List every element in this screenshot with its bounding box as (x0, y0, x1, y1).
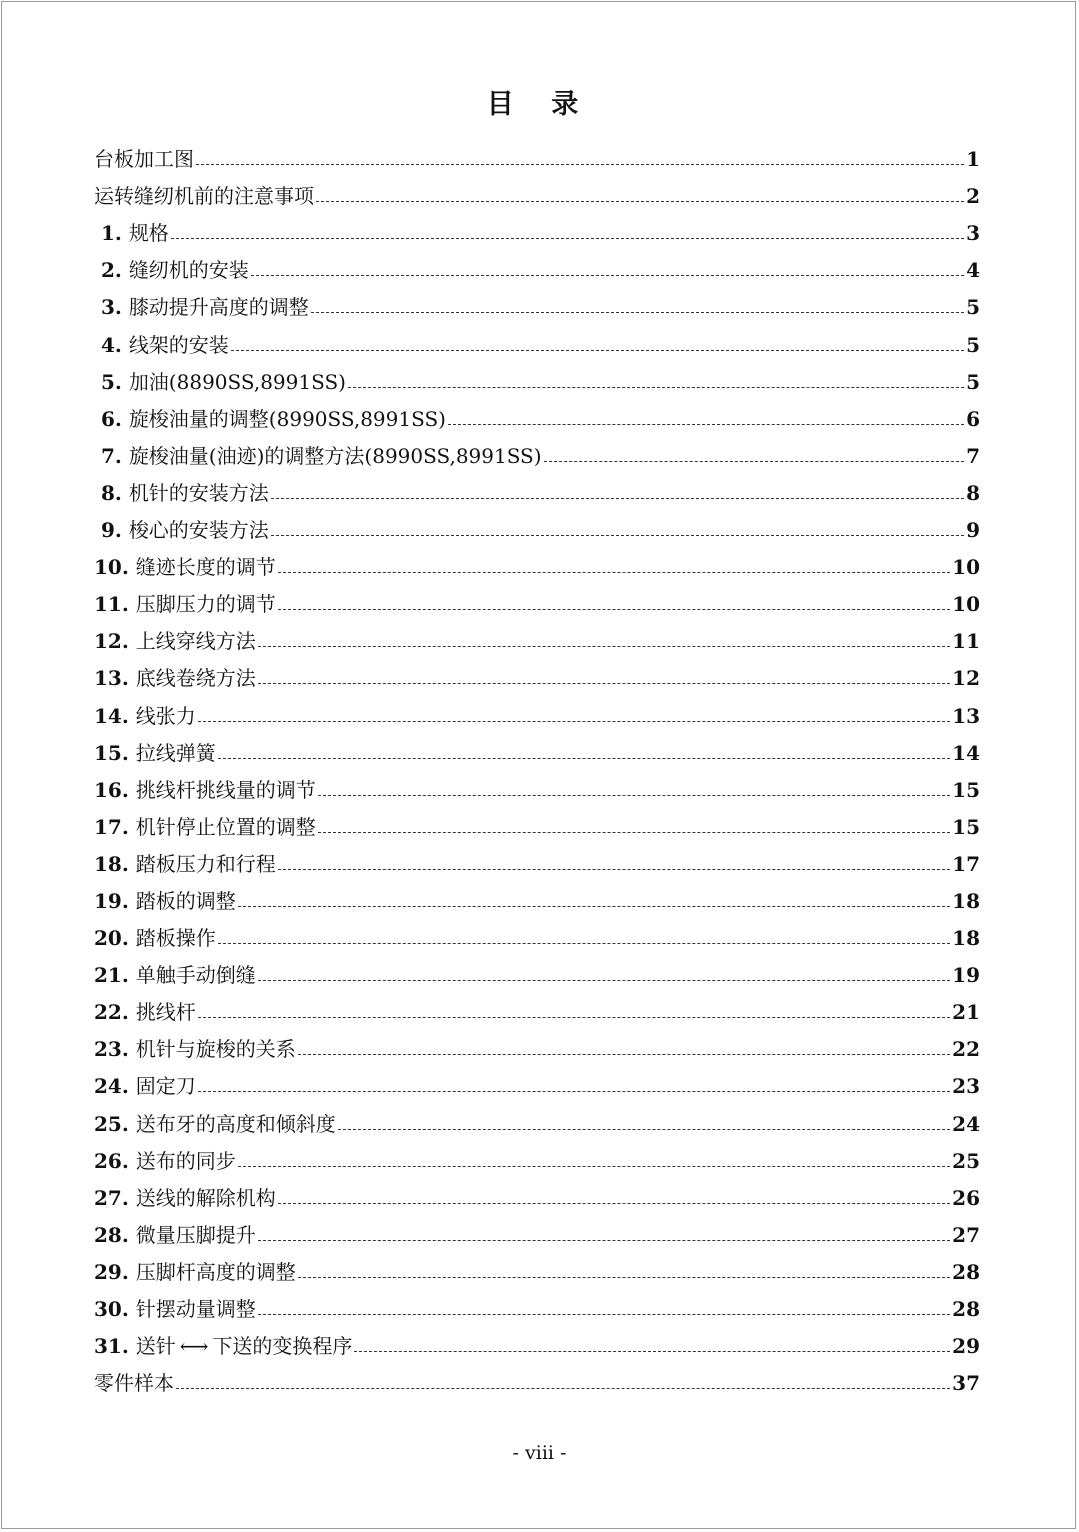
toc-entry-page-number: 27 (952, 1222, 980, 1247)
toc-entry-page-number: 21 (952, 1000, 980, 1025)
toc-entry-label (136, 1261, 296, 1283)
dotted-leader (311, 312, 964, 313)
toc-entry (94, 912, 980, 949)
toc-entry-page-number: 18 (952, 888, 980, 913)
toc-entry-label (136, 890, 236, 912)
toc-entry-label (129, 371, 346, 393)
toc-entry-number: 11. (94, 592, 136, 617)
toc-entry-number: 28. (94, 1222, 136, 1247)
toc-entry-title: 线张力 (135, 703, 196, 728)
toc-entry-page-number: 22 (952, 1037, 980, 1062)
toc-entry-title: 台板加工图 (94, 147, 194, 172)
toc-entry-number: 27. (94, 1185, 136, 1210)
dotted-leader (544, 461, 965, 462)
dotted-leader (198, 1017, 950, 1018)
toc-entry-number: 20. (94, 926, 136, 951)
toc-entry (94, 467, 980, 504)
toc-entry-label (136, 816, 316, 838)
toc-entry (94, 838, 980, 875)
table-of-contents (94, 133, 980, 1394)
toc-entry-page-number: 15 (952, 814, 980, 839)
toc-entry-title: 踏板压力和行程 (135, 851, 276, 876)
dotted-leader (196, 164, 964, 165)
dotted-leader (231, 350, 964, 351)
toc-entry-page-number: 4 (966, 258, 980, 283)
dotted-leader (318, 795, 950, 796)
toc-entry-number: 3. (94, 295, 129, 320)
toc-entry-label (136, 593, 276, 615)
toc-entry (94, 1283, 980, 1320)
toc-entry-page-number: 5 (966, 332, 980, 357)
toc-entry-title: 缝纫机的安装 (128, 258, 249, 283)
dotted-leader (218, 758, 950, 759)
toc-entry (94, 875, 980, 912)
toc-entry-title-continued: 下送的变换程序 (212, 1334, 353, 1359)
toc-entry (94, 986, 980, 1023)
toc-entry-page-number: 25 (952, 1148, 980, 1173)
toc-entry-label (136, 779, 316, 801)
toc-entry-label (129, 259, 249, 281)
toc-entry-number: 4. (94, 332, 129, 357)
toc-entry-number: 30. (94, 1297, 136, 1321)
toc-entry-page-number: 28 (952, 1297, 980, 1321)
toc-entry-title: 微量压脚提升 (135, 1222, 256, 1247)
toc-entry (94, 1172, 980, 1209)
toc-entry-number: 15. (94, 740, 136, 765)
toc-entry (94, 578, 980, 615)
toc-entry (94, 430, 980, 467)
toc-entry-title: 旋梭油量的调整(8990SS,8991SS) (128, 406, 446, 431)
toc-entry-label (136, 1001, 196, 1023)
toc-entry-page-number: 17 (952, 851, 980, 876)
toc-entry (94, 1097, 980, 1134)
toc-entry-label (94, 185, 314, 207)
toc-entry-label (94, 148, 194, 170)
toc-entry-page-number: 37 (952, 1371, 980, 1396)
toc-entry-number: 19. (94, 888, 136, 913)
toc-entry-number: 12. (94, 629, 136, 654)
toc-entry (94, 504, 980, 541)
toc-entry-title: 压脚杆高度的调整 (135, 1259, 296, 1284)
page-title: 目 录 (486, 89, 593, 120)
dotted-leader (318, 832, 950, 833)
toc-entry-title: 挑线杆 (135, 1000, 196, 1025)
toc-entry-label (136, 1298, 256, 1320)
toc-entry-page-number: 10 (952, 592, 980, 617)
toc-entry (94, 689, 980, 726)
dotted-leader (258, 1240, 950, 1241)
toc-entry-label (129, 445, 542, 467)
toc-entry-page-number: 1 (966, 147, 980, 172)
toc-entry (94, 133, 980, 170)
toc-entry-page-number: 29 (952, 1334, 980, 1359)
toc-entry-label (136, 964, 256, 986)
toc-entry-page-number: 5 (966, 295, 980, 320)
toc-entry-label (129, 222, 169, 244)
toc-entry-title: 拉线弹簧 (135, 740, 216, 765)
toc-entry-number: 2. (94, 258, 129, 283)
dotted-leader (198, 721, 950, 722)
toc-entry-number: 1. (94, 221, 129, 246)
toc-entry-page-number: 18 (952, 926, 980, 951)
toc-entry-title: 送针 (135, 1334, 176, 1359)
toc-entry (94, 1023, 980, 1060)
toc-entry-number: 9. (94, 518, 129, 543)
toc-entry-page-number: 24 (952, 1111, 980, 1136)
toc-entry-number: 31. (94, 1334, 136, 1359)
dotted-leader (238, 1166, 950, 1167)
dotted-leader (271, 498, 964, 499)
double-arrow-icon: ⟷ (179, 1334, 209, 1359)
page-footer: - viii - (512, 1442, 567, 1464)
toc-entry (94, 1209, 980, 1246)
toc-entry-title: 送布的同步 (135, 1148, 236, 1173)
toc-entry-title: 针摆动量调整 (135, 1297, 256, 1321)
toc-entry-label (129, 482, 269, 504)
toc-entry-title: 加油(8890SS,8991SS) (128, 369, 346, 394)
toc-entry-number: 24. (94, 1074, 136, 1099)
dotted-leader (278, 869, 950, 870)
dotted-leader (354, 1351, 950, 1352)
toc-entry-number: 23. (94, 1037, 136, 1062)
toc-entry (94, 1135, 980, 1172)
dotted-leader (258, 683, 950, 684)
toc-entry (94, 801, 980, 838)
toc-entry (94, 1320, 980, 1357)
toc-entry (94, 170, 980, 207)
toc-entry (94, 318, 980, 355)
toc-entry-label (136, 667, 256, 689)
dotted-leader (316, 201, 964, 202)
dotted-leader (171, 238, 964, 239)
toc-entry-number: 6. (94, 406, 129, 431)
toc-entry-title: 挑线杆挑线量的调节 (135, 777, 316, 802)
dotted-leader (251, 275, 964, 276)
toc-entry-title: 单触手动倒缝 (135, 963, 256, 988)
toc-entry (94, 244, 980, 281)
dotted-leader (448, 424, 964, 425)
toc-entry-title: 旋梭油量(油迹)的调整方法(8990SS,8991SS) (128, 443, 542, 468)
dotted-leader (338, 1129, 950, 1130)
dotted-leader (258, 1314, 950, 1315)
toc-entry-page-number: 14 (952, 740, 980, 765)
toc-entry-title: 送线的解除机构 (135, 1185, 276, 1210)
toc-entry-number: 16. (94, 777, 136, 802)
toc-entry-page-number: 13 (952, 703, 980, 728)
dotted-leader (258, 980, 950, 981)
toc-entry-title: 运转缝纫机前的注意事项 (94, 184, 314, 209)
dotted-leader (238, 906, 950, 907)
toc-entry-title: 机针的安装方法 (128, 480, 269, 505)
toc-entry-label (129, 408, 446, 430)
toc-entry (94, 949, 980, 986)
toc-entry-page-number: 5 (966, 369, 980, 394)
toc-entry-number: 25. (94, 1111, 136, 1136)
toc-entry-page-number: 26 (952, 1185, 980, 1210)
toc-entry (94, 615, 980, 652)
toc-entry-title: 梭心的安装方法 (128, 518, 269, 543)
dotted-leader (176, 1388, 950, 1389)
toc-entry-page-number: 9 (966, 518, 980, 543)
toc-entry-label (136, 630, 256, 652)
toc-entry-number: 29. (94, 1259, 136, 1284)
toc-entry (94, 727, 980, 764)
dotted-leader (278, 572, 950, 573)
toc-entry-title: 送布牙的高度和倾斜度 (135, 1111, 336, 1136)
toc-entry-number: 10. (94, 555, 136, 580)
toc-entry-number: 17. (94, 814, 136, 839)
toc-entry-title: 底线卷绕方法 (135, 666, 256, 691)
toc-entry-label (136, 927, 216, 949)
toc-entry-label (136, 1038, 296, 1060)
toc-entry (94, 541, 980, 578)
dotted-leader (218, 943, 950, 944)
toc-entry-label (129, 296, 309, 318)
toc-entry (94, 356, 980, 393)
toc-entry (94, 1357, 980, 1394)
toc-entry-label (136, 1224, 256, 1246)
toc-entry-page-number: 23 (952, 1074, 980, 1099)
dotted-leader (278, 1203, 950, 1204)
dotted-leader (298, 1277, 950, 1278)
toc-entry-label (129, 519, 269, 541)
toc-entry (94, 281, 980, 318)
toc-entry-page-number: 10 (952, 555, 980, 580)
toc-entry-label (136, 1113, 336, 1135)
toc-entry (94, 1246, 980, 1283)
toc-entry-page-number: 19 (952, 963, 980, 988)
toc-entry-number: 21. (94, 963, 136, 988)
dotted-leader (271, 535, 964, 536)
toc-entry-number: 13. (94, 666, 136, 691)
toc-entry-label (136, 705, 196, 727)
dotted-leader (278, 609, 950, 610)
dotted-leader (198, 1091, 950, 1092)
toc-entry-title: 零件样本 (94, 1371, 174, 1396)
toc-entry-page-number: 12 (952, 666, 980, 691)
toc-entry-label (136, 1075, 196, 1097)
toc-entry-label (136, 1187, 276, 1209)
toc-entry-page-number: 15 (952, 777, 980, 802)
toc-entry-label (136, 556, 276, 578)
toc-entry (94, 393, 980, 430)
toc-entry-page-number: 3 (966, 221, 980, 246)
toc-entry-label (94, 1372, 174, 1394)
toc-entry-title: 机针与旋梭的关系 (135, 1037, 296, 1062)
toc-entry-title: 机针停止位置的调整 (135, 814, 316, 839)
toc-entry-title: 踏板操作 (135, 926, 216, 951)
toc-entry-number: 5. (94, 369, 129, 394)
toc-entry-page-number: 7 (966, 443, 980, 468)
toc-entry-title: 线架的安装 (128, 332, 229, 357)
toc-entry-title: 固定刀 (135, 1074, 196, 1099)
toc-entry-number: 22. (94, 1000, 136, 1025)
toc-entry-page-number: 28 (952, 1259, 980, 1284)
toc-entry-number: 7. (94, 443, 129, 468)
toc-entry-title: 膝动提升高度的调整 (128, 295, 309, 320)
toc-entry-title: 踏板的调整 (135, 888, 236, 913)
toc-entry-page-number: 6 (966, 406, 980, 431)
toc-entry (94, 1060, 980, 1097)
toc-entry (94, 652, 980, 689)
toc-entry-label (136, 1335, 353, 1357)
dotted-leader (348, 387, 964, 388)
dotted-leader (258, 646, 950, 647)
toc-entry-number: 8. (94, 480, 129, 505)
toc-entry-title: 上线穿线方法 (135, 629, 256, 654)
toc-entry-label (129, 334, 229, 356)
toc-entry-title: 缝迹长度的调节 (135, 555, 276, 580)
toc-entry-number: 26. (94, 1148, 136, 1173)
toc-entry-number: 18. (94, 851, 136, 876)
toc-entry-title: 压脚压力的调节 (135, 592, 276, 617)
toc-entry-page-number: 11 (952, 629, 980, 654)
toc-entry-label (136, 742, 216, 764)
toc-entry-label (136, 853, 276, 875)
toc-entry (94, 207, 980, 244)
toc-entry-page-number: 2 (966, 184, 980, 209)
toc-entry-title: 规格 (128, 221, 169, 246)
dotted-leader (298, 1054, 950, 1055)
toc-entry-number: 14. (94, 703, 136, 728)
toc-entry-label (136, 1150, 236, 1172)
toc-entry-page-number: 8 (966, 480, 980, 505)
toc-entry (94, 764, 980, 801)
